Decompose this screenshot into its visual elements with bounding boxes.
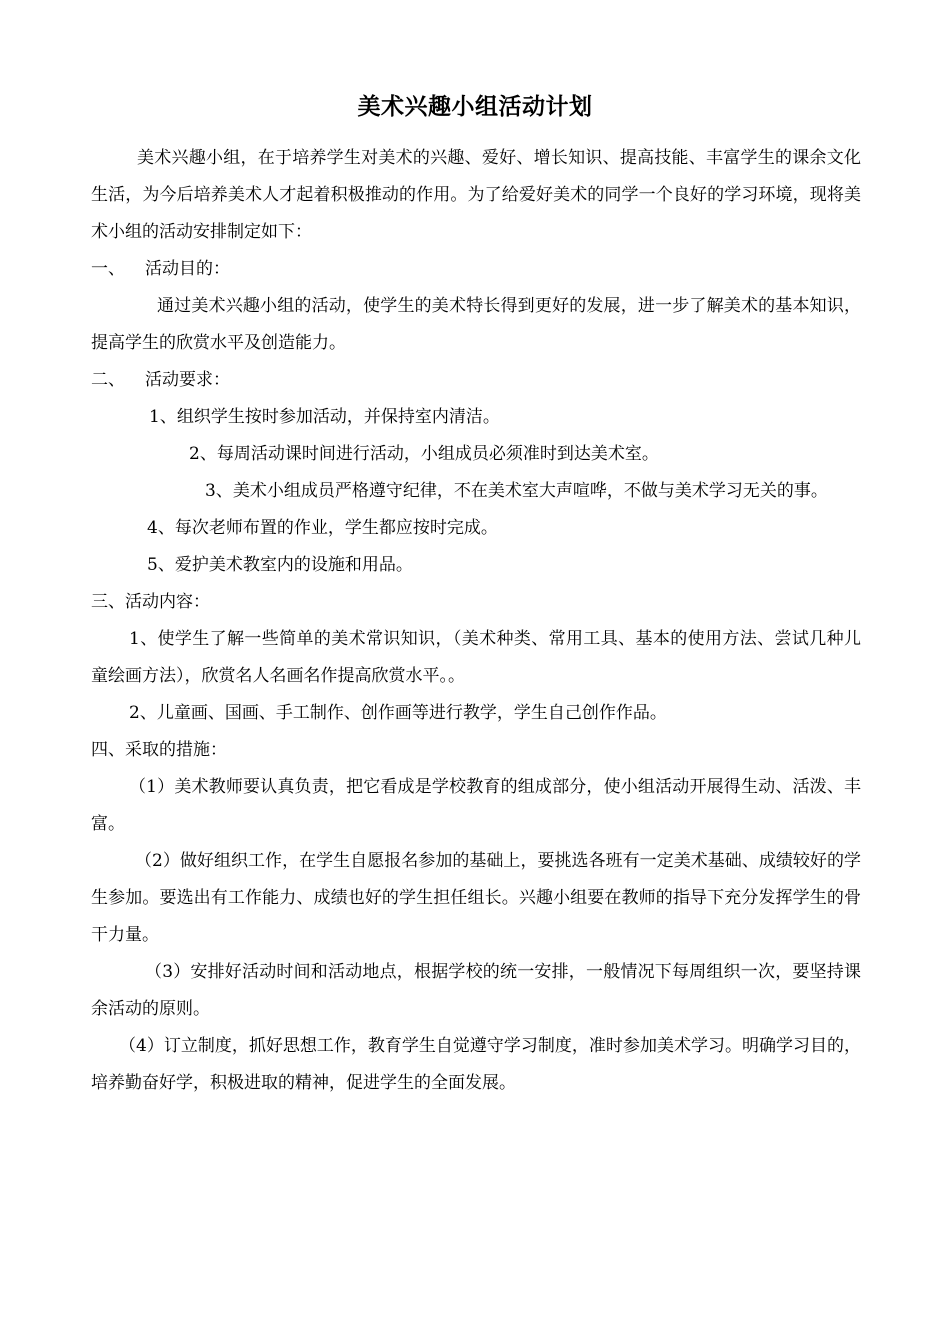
section-2-heading [91,362,861,399]
section-1-paragraph: 通过美术兴趣小组的活动，使学生的美术特长得到更好的发展，进一步了解美术的基本知识，提高学生的欣赏水平及创造能力。 [91,296,861,353]
section-1-heading [91,251,861,288]
measure-item: （4）订立制度，抓好思想工作，教育学生自觉遵守学习制度，准时参加美术学习。明确学习目的，培养勤奋好学，积极进取的精神，促进学生的全面发展。 [91,1036,861,1093]
requirement-item: 1、组织学生按时参加活动，并保持室内清洁。 [149,407,500,427]
measure-item: （2）做好组织工作，在学生自愿报名参加的基础上，要挑选各班有一定美术基础、成绩较好的学生参加。要选出有工作能力、成绩也好的学生担任组长。兴趣小组要在教师的指导下充分发挥学生的骨干力量。 [91,851,861,945]
measure-item: （1）美术教师要认真负责，把它看成是学校教育的组成部分，使小组活动开展得生动、活泼、丰富。 [91,777,861,834]
content-item: 2、儿童画、国画、手工制作、创作画等进行教学，学生自己创作作品。 [129,703,667,723]
page-title: 美术兴趣小组活动计划 [357,94,593,120]
intro-paragraph: 美术兴趣小组，在于培养学生对美术的兴趣、爱好、增长知识、提高技能、丰富学生的课余文化生活，为今后培养美术人才起着积极推动的作用。为了给爱好美术的同学一个良好的学习环境，现将美术小组的活动安排制定如下： [91,148,861,242]
document-body [91,140,861,1102]
section-1-number: 一、 [91,259,125,279]
measure-item: （3）安排好活动时间和活动地点，根据学校的统一安排，一般情况下每周组织一次，要坚持课余活动的原则。 [91,962,861,1019]
section-3-heading: 三、活动内容： [91,592,210,612]
section-2-title: 活动要求： [145,370,230,390]
section-2-number: 二、 [91,370,125,390]
requirement-item: 5、爱护美术教室内的设施和用品。 [147,555,413,575]
content-item: 1、使学生了解一些简单的美术常识知识，（美术种类、常用工具、基本的使用方法、尝试几种儿童绘画方法），欣赏名人名画名作提高欣赏水平。。 [91,629,861,686]
requirement-item: 3、美术小组成员严格遵守纪律，不在美术室大声喧哗，不做与美术学习无关的事。 [205,481,828,501]
section-1-title: 活动目的： [145,259,230,279]
requirement-item: 4、每次老师布置的作业，学生都应按时完成。 [147,518,498,538]
section-4-heading: 四、采取的措施： [91,740,227,760]
requirement-item: 2、每周活动课时间进行活动，小组成员必须准时到达美术室。 [189,444,659,464]
